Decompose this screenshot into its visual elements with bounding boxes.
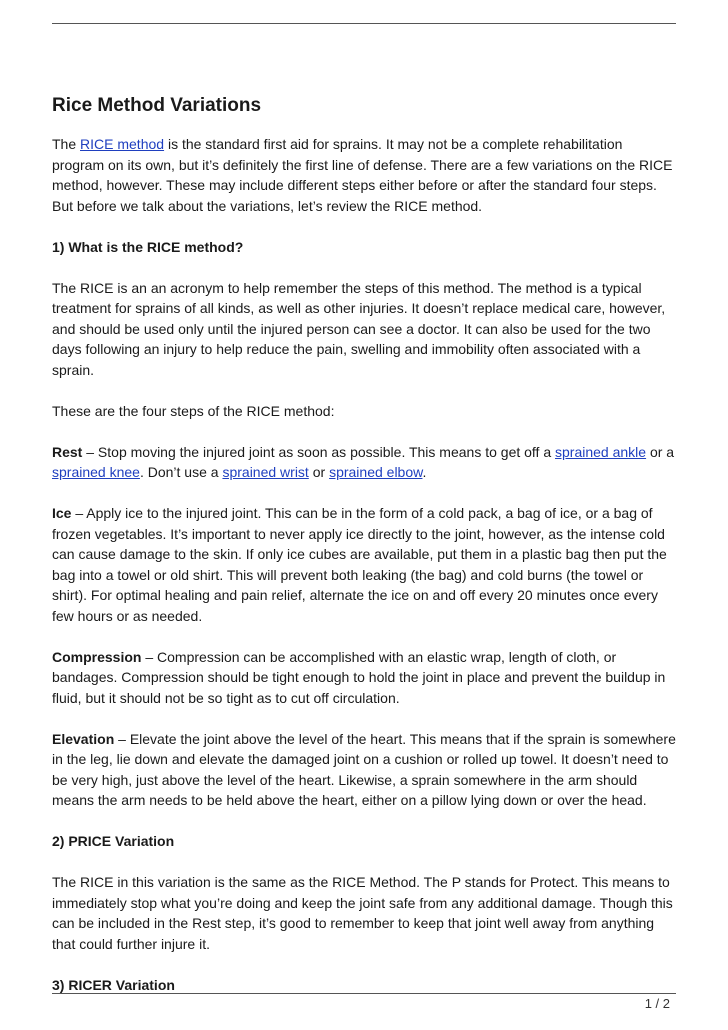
section-heading-rice: 1) What is the RICE method? (52, 238, 244, 255)
compression-label: Compression (52, 648, 142, 665)
rice-description-paragraph: The RICE is an an acronym to help remember the steps of this method. The method is a typical treatment for sprains of all kinds, as well as other injuries. It doesn’t replace medical care, however, and should be used only until the injured person can see a doctor. It can also be used for the two days following an injury to help reduce the pain, swelling and immobility often associated with a sprain. (52, 279, 666, 378)
ice-paragraph: Ice – Apply ice to the injured joint. This can be in the form of a cold pack, a bag of ice, or a bag of frozen vegetables. It’s important to never apply ice directly to the joint, however, as the intense cold can cause damage to the skin. If only ice cubes are available, put them in a plastic bag then put the bag into a towel or old shirt. This will prevent both leaking (the bag) and cold burns (the towel or shirt). For optimal healing and pain relief, alternate the ice on and off every 20 minutes once every few hours or as needed. (52, 505, 667, 624)
section-heading-price: 2) PRICE Variation (52, 833, 175, 849)
ice-label: Ice (52, 505, 72, 521)
document-body (52, 94, 678, 1016)
elevation-label: Elevation (52, 730, 115, 747)
page-number: 1 / 2 (644, 996, 670, 1011)
sprained-elbow-link[interactable]: sprained elbow (329, 464, 423, 480)
section-heading-ricer: 3) RICER Variation (52, 976, 175, 993)
page-title: Rice Method Variations (52, 95, 262, 116)
compression-paragraph: Compression – Compression can be accomplished with an elastic wrap, length of cloth, or bandages. Compression should be tight enough to hold the joint in place and prevent the buildup in fluid, but it should not be so tight as to cut off circulation. (52, 648, 666, 706)
price-paragraph: The RICE in this variation is the same as the RICE Method. The P stands for Protect. This means to immediately stop what you’re doing and keep the joint safe from any additional damage. Though this can be included in the Rest step, it’s good to remember to keep that joint well away from anything that could further injure it. (52, 874, 673, 952)
four-steps-paragraph: These are the four steps of the RICE method: (52, 402, 335, 419)
sprained-wrist-link[interactable]: sprained wrist (222, 464, 309, 480)
sprained-ankle-link[interactable]: sprained ankle (555, 443, 647, 460)
sprained-knee-link[interactable]: sprained knee (52, 464, 140, 480)
footer-rule (52, 993, 676, 994)
rest-label: Rest (52, 443, 83, 460)
rice-method-link[interactable]: RICE method (80, 136, 165, 152)
elevation-paragraph: Elevation – Elevate the joint above the level of the heart. This means that if the sprain is somewhere in the leg, lie down and elevate the damaged joint on a cushion or rolled up towel. It doesn’t need to be very high, just above the level of the heart. Likewise, a sprain somewhere in the arm should means the arm needs to be held above the heart, either on a pillow lying down or over the head. (52, 730, 676, 808)
intro-paragraph: The RICE method is the standard first aid for sprains. It may not be a complete rehabilitation program on its own, but it’s definitely the first line of defense. There are a few variations on the RICE method, however. These may include different steps either before or after the standard four steps. But before we talk about the variations, let’s review the RICE method. (52, 136, 673, 214)
header-rule (52, 23, 676, 24)
rest-paragraph: Rest – Stop moving the injured joint as soon as possible. This means to get off a sprained ankle or a sprained knee. Don’t use a sprained wrist or sprained elbow. (52, 443, 675, 480)
